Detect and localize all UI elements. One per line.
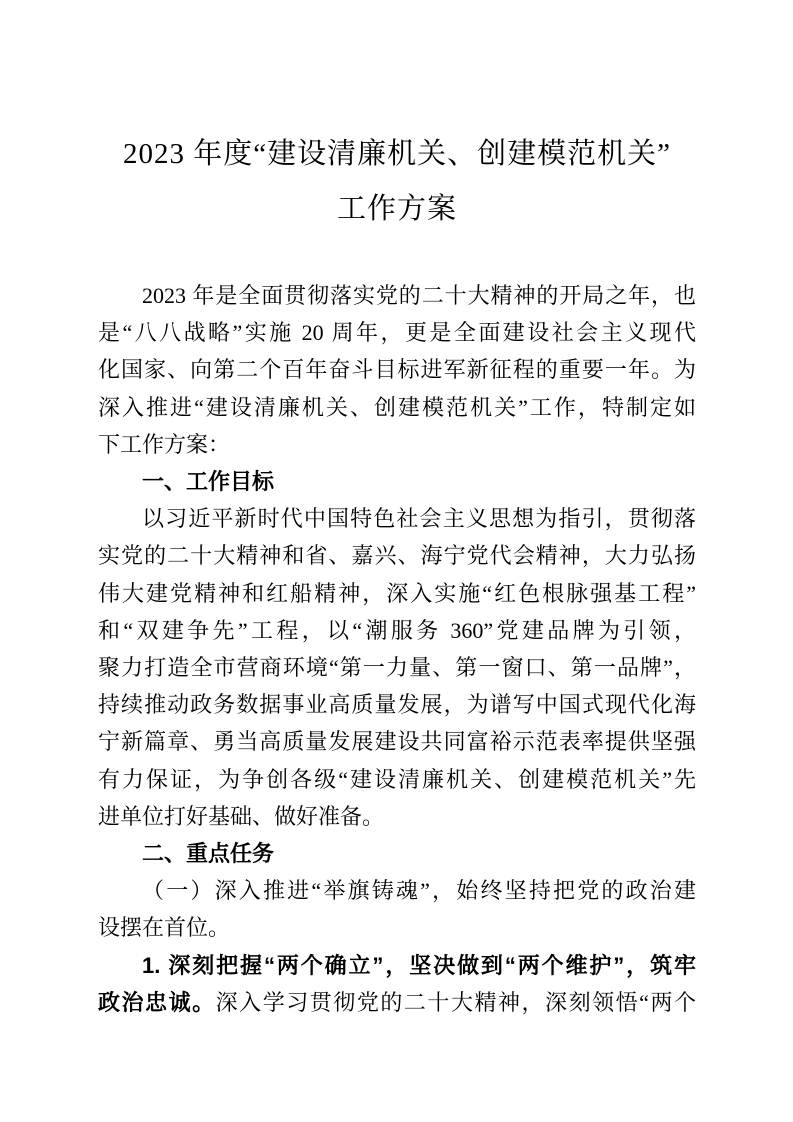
paragraph-line: 进单位打好基础、做好准备。 xyxy=(98,803,385,829)
paragraph-line: 下工作方案： xyxy=(98,431,231,457)
item-1-paragraph xyxy=(98,872,696,946)
paragraph-line: 有力保证，为争创各级“建设清廉机关、创建模范机关”先 xyxy=(98,766,696,792)
task-1-bold-text: 政治忠诚。 xyxy=(98,989,216,1015)
paragraph-line: 2023 年是全面贯彻落实党的二十大精神的开局之年，也 xyxy=(142,283,696,308)
task-1-bold-line: 1. 深刻把握“两个确立”，坚决做到“两个维护”，筑牢 xyxy=(142,952,696,978)
paragraph-line: （一）深入推进“举旗铸魂”，始终坚持把党的政治建 xyxy=(142,878,696,904)
task-1-regular-text: 深入学习贯彻党的二十大精神，深刻领悟“两个 xyxy=(215,989,696,1015)
goal-paragraph xyxy=(98,500,696,835)
title-line-1: 2023 年度“建设清廉机关、创建模范机关” xyxy=(123,138,671,170)
intro-paragraph xyxy=(98,277,696,463)
paragraph-line: 设摆在首位。 xyxy=(98,915,231,941)
paragraph-line: 和“双建争先”工程，以“潮服务 360”党建品牌为引领， xyxy=(98,617,696,643)
title-line-2: 工作方案 xyxy=(336,193,457,225)
section-1-heading: 一、工作目标 xyxy=(142,469,275,495)
paragraph-line: 实党的二十大精神和省、嘉兴、海宁党代会精神，大力弘扬 xyxy=(98,543,696,569)
paragraph-line: 化国家、向第二个百年奋斗目标进军新征程的重要一年。为 xyxy=(98,357,696,383)
section-2-heading: 二、重点任务 xyxy=(142,841,275,867)
paragraph-line: 是“八八战略”实施 20 周年，更是全面建设社会主义现代 xyxy=(98,320,696,346)
paragraph-line: 宁新篇章、勇当高质量发展建设共同富裕示范表率提供坚强 xyxy=(98,729,696,755)
paragraph-line: 聚力打造全市营商环境“第一力量、第一窗口、第一品牌”， xyxy=(98,655,696,681)
task-1-mixed-line xyxy=(98,984,696,1021)
paragraph-line: 持续推动政务数据事业高质量发展，为谱写中国式现代化海 xyxy=(98,692,696,718)
document-title xyxy=(98,127,696,237)
paragraph-line: 深入推进“建设清廉机关、创建模范机关”工作，特制定如 xyxy=(98,394,696,420)
paragraph-line: 以习近平新时代中国特色社会主义思想为指引，贯彻落 xyxy=(142,506,696,532)
paragraph-line: 伟大建党精神和红船精神，深入实施“红色根脉强基工程” xyxy=(98,580,696,606)
task-1-paragraph xyxy=(98,947,696,1021)
